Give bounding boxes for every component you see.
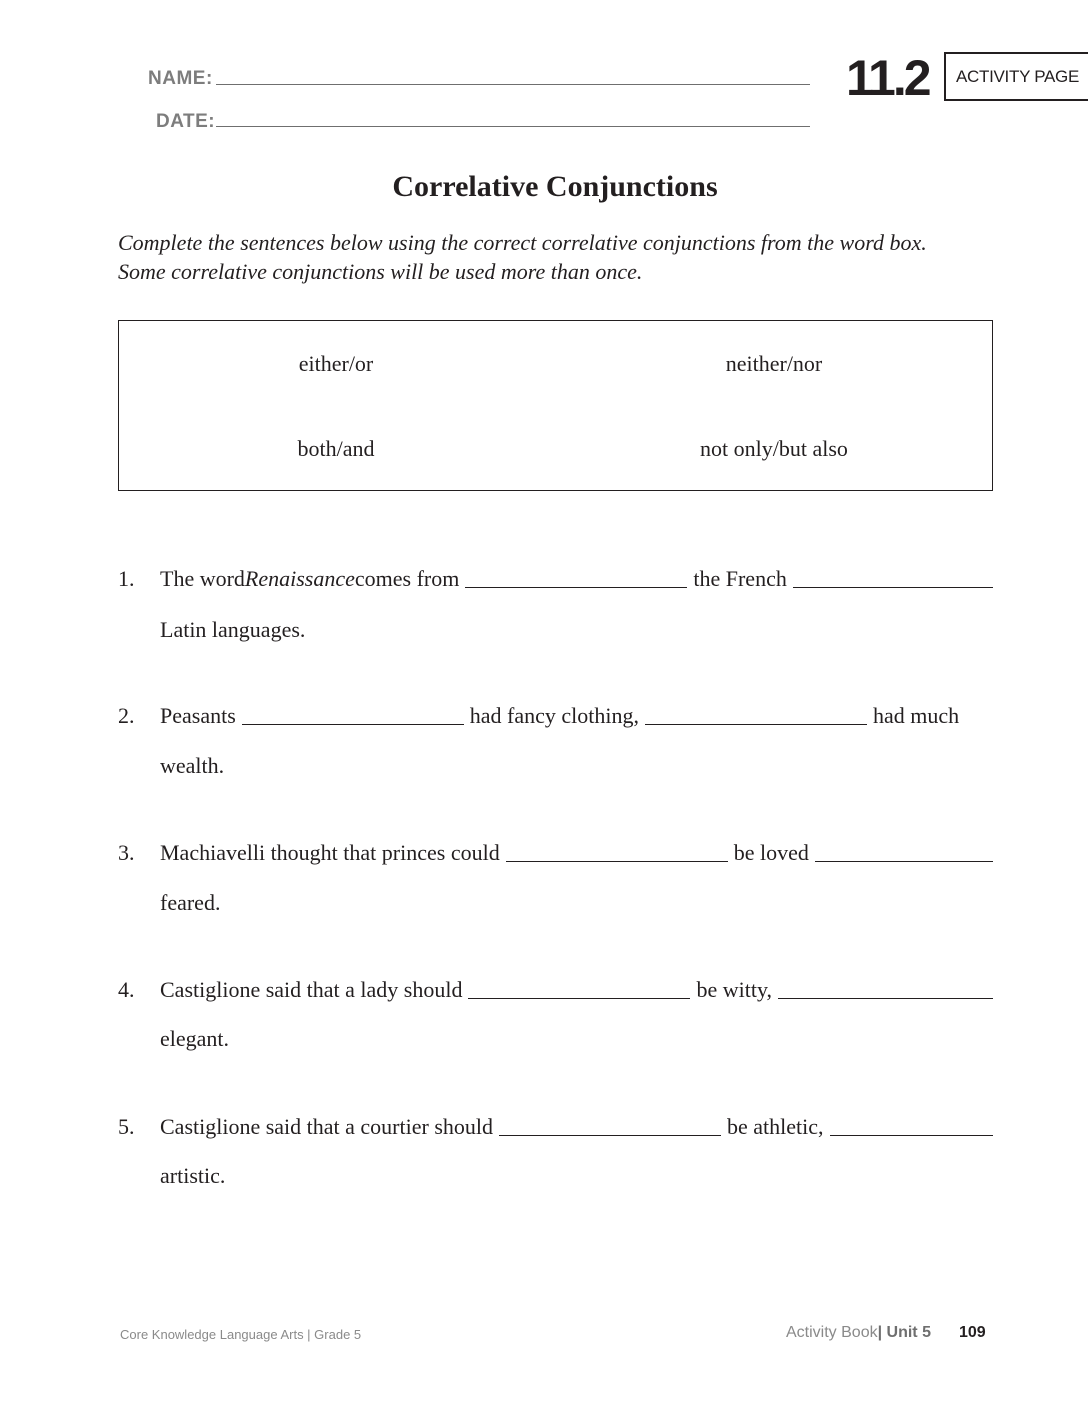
word-either-or: either/or	[298, 351, 374, 376]
question-2-text-a: Peasants	[160, 703, 236, 728]
question-1-text-a: The word	[160, 566, 245, 591]
question-4-blank-2[interactable]	[778, 998, 993, 999]
page-title: Correlative Conjunctions	[392, 170, 718, 203]
question-5-text-b: be athletic,	[727, 1114, 824, 1139]
question-4-blank-1[interactable]	[468, 998, 690, 999]
question-3-text-b: be loved	[733, 840, 809, 865]
question-2	[160, 703, 993, 729]
word-both-and: both/and	[297, 436, 375, 461]
word-neither-nor: neither/nor	[725, 351, 823, 376]
question-1-continuation: Latin languages.	[160, 617, 306, 642]
question-4-text-b: be witty,	[696, 977, 773, 1002]
question-1-number: 1.	[118, 566, 135, 591]
instructions-line-2: Some correlative conjunctions will be used more than once.	[118, 259, 643, 284]
question-5-continuation: artistic.	[160, 1163, 226, 1188]
question-5-number: 5.	[118, 1114, 135, 1139]
question-1-text-a2: comes from	[354, 566, 460, 591]
question-2-text-c: had much	[873, 703, 960, 728]
question-2-blank-1[interactable]	[242, 724, 464, 725]
question-4-text-a: Castiglione said that a lady should	[160, 977, 463, 1002]
question-1-blank-1[interactable]	[465, 587, 687, 588]
word-box	[118, 320, 993, 491]
date-field[interactable]	[216, 126, 810, 127]
question-3-continuation: feared.	[160, 890, 221, 915]
instructions-line-1: Complete the sentences below using the correct correlative conjunctions from the word box.	[118, 230, 927, 255]
question-2-continuation: wealth.	[160, 753, 225, 778]
question-5-text-a: Castiglione said that a courtier should	[160, 1114, 493, 1139]
question-3-blank-1[interactable]	[506, 861, 728, 862]
question-2-text-b: had fancy clothing,	[469, 703, 639, 728]
date-label: DATE:	[156, 111, 216, 132]
question-2-number: 2.	[118, 703, 135, 728]
question-3-blank-2[interactable]	[815, 861, 993, 862]
activity-page-tag	[944, 52, 1088, 101]
question-4-number: 4.	[118, 977, 135, 1002]
question-3-number: 3.	[118, 840, 135, 865]
footer-book	[786, 1324, 931, 1342]
footer-publisher: Core Knowledge Language Arts | Grade 5	[120, 1327, 362, 1342]
footer-unit: | Unit 5	[877, 1324, 931, 1341]
footer-book-title: Activity Book	[786, 1324, 878, 1341]
name-label: NAME:	[148, 68, 213, 89]
name-field[interactable]	[216, 84, 810, 85]
question-1-blank-2[interactable]	[793, 587, 993, 588]
question-1-italic-word: Renaissance	[244, 566, 355, 591]
question-1	[160, 566, 993, 592]
question-1-text-b: the French	[693, 566, 787, 591]
question-5-blank-2[interactable]	[830, 1135, 993, 1136]
page-number: 109	[959, 1324, 986, 1341]
question-3	[160, 840, 993, 866]
question-4-continuation: elegant.	[160, 1026, 230, 1051]
question-4	[160, 977, 993, 1003]
question-5	[160, 1114, 993, 1140]
question-5-blank-1[interactable]	[499, 1135, 721, 1136]
word-not-only-but-also: not only/but also	[700, 436, 848, 461]
question-3-text-a: Machiavelli thought that princes could	[160, 840, 500, 865]
question-2-blank-2[interactable]	[645, 724, 867, 725]
activity-number: 11.2	[846, 50, 929, 106]
activity-page-label: ACTIVITY PAGE	[956, 67, 1080, 86]
